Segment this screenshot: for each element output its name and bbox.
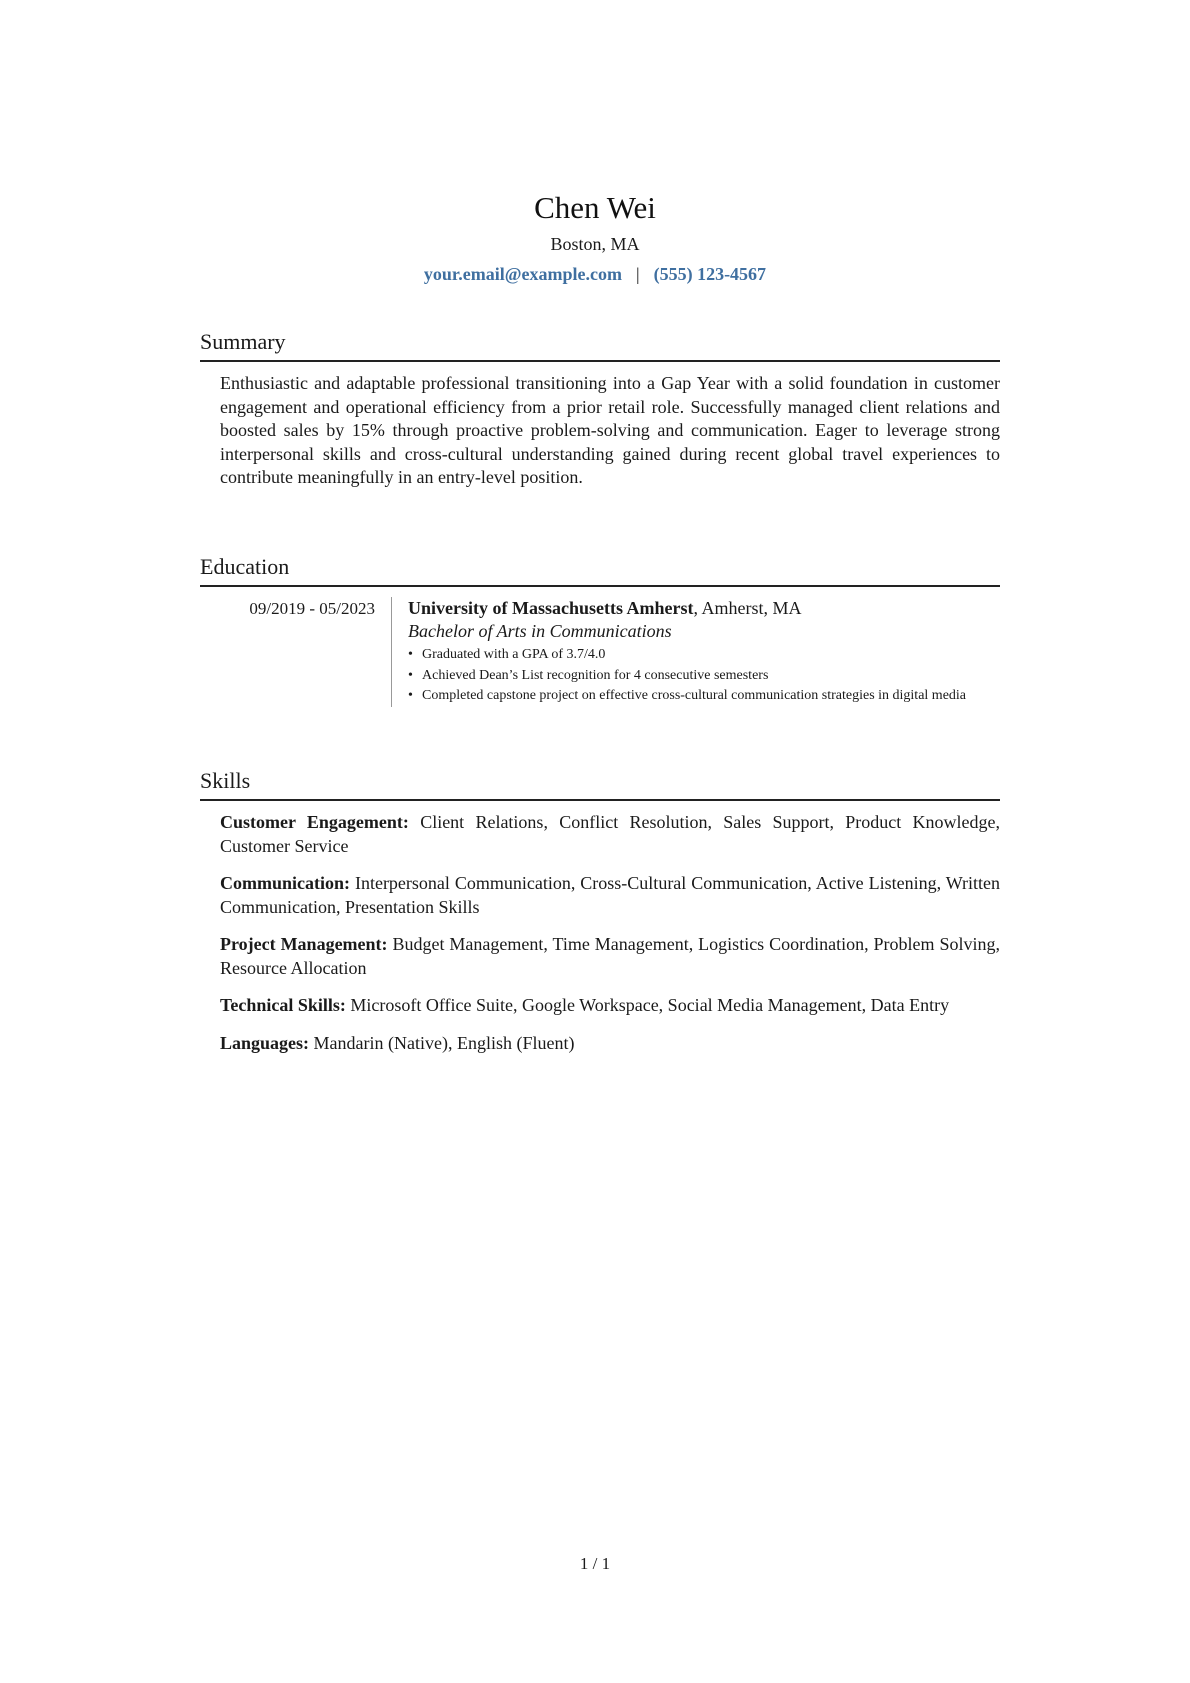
education-entry <box>200 597 1000 707</box>
summary-text: Enthusiastic and adaptable professional transitioning into a Gap Year with a solid foundation in customer engagement and operational efficiency from a prior retail role. Successfully managed client relations and boosted sales by 15% through proactive problem-solving and communication. Eager to leverage strong interpersonal skills and cross-cultural understanding gained during recent global travel experiences to contribute meaningfully in an entry-level position. <box>220 373 1000 487</box>
education-bullet: • Completed capstone project on effective cross-cultural communication strategies in digital media <box>408 686 1000 707</box>
resume-header <box>0 188 1190 286</box>
education-bullet: • Achieved Dean’s List recognition for 4 consecutive semesters <box>408 666 1000 687</box>
email-link[interactable]: your.email@example.com <box>423 264 622 284</box>
skill-value: Budget Management, Time Management, Logistics Coordination, Problem Solving, Resource Allocation <box>220 934 1000 978</box>
contact-separator: | <box>635 264 640 284</box>
candidate-location: Boston, MA <box>550 234 640 254</box>
contact-line <box>0 262 1190 286</box>
page-number: 1 / 1 <box>579 1554 611 1573</box>
skills-heading: Skills <box>200 767 1000 801</box>
phone-link[interactable]: (555) 123-4567 <box>653 264 767 284</box>
skill-value: Interpersonal Communication, Cross-Cultural Communication, Active Listening, Written Communication, Presentation Skills <box>220 873 1000 917</box>
candidate-name: Chen Wei <box>534 190 656 225</box>
skill-label: Technical Skills: <box>220 995 346 1015</box>
education-degree: Bachelor of Arts in Communications <box>408 621 672 641</box>
skills-section <box>200 767 1000 1069</box>
skill-label: Project Management: <box>220 934 388 954</box>
skill-value: Client Relations, Conflict Resolution, Sales Support, Product Knowledge, Customer Service <box>220 812 1000 856</box>
skill-item <box>220 1032 1000 1056</box>
skill-value: Mandarin (Native), English (Fluent) <box>313 1032 575 1053</box>
skill-item <box>220 872 1000 919</box>
skill-item <box>220 933 1000 980</box>
education-bullet-list <box>408 645 1000 707</box>
education-details <box>391 597 1000 707</box>
skill-item <box>220 994 1000 1018</box>
summary-section <box>200 328 1000 490</box>
summary-heading: Summary <box>200 328 1000 362</box>
skill-label: Communication: <box>220 873 350 893</box>
education-heading: Education <box>200 553 1000 587</box>
skills-list <box>200 811 1000 1055</box>
skill-label: Customer Engagement: <box>220 812 409 832</box>
education-location: , Amherst, MA <box>693 598 802 618</box>
education-section <box>200 553 1000 707</box>
education-dates: 09/2019 - 05/2023 <box>249 599 375 618</box>
education-school: University of Massachusetts Amherst <box>408 598 694 618</box>
education-institution-line <box>408 597 1000 620</box>
skill-item <box>220 811 1000 858</box>
education-bullet: • Graduated with a GPA of 3.7/4.0 <box>408 645 1000 666</box>
skill-label: Languages: <box>220 1032 310 1053</box>
skill-value: Microsoft Office Suite, Google Workspace, Social Media Management, Data Entry <box>350 995 950 1015</box>
